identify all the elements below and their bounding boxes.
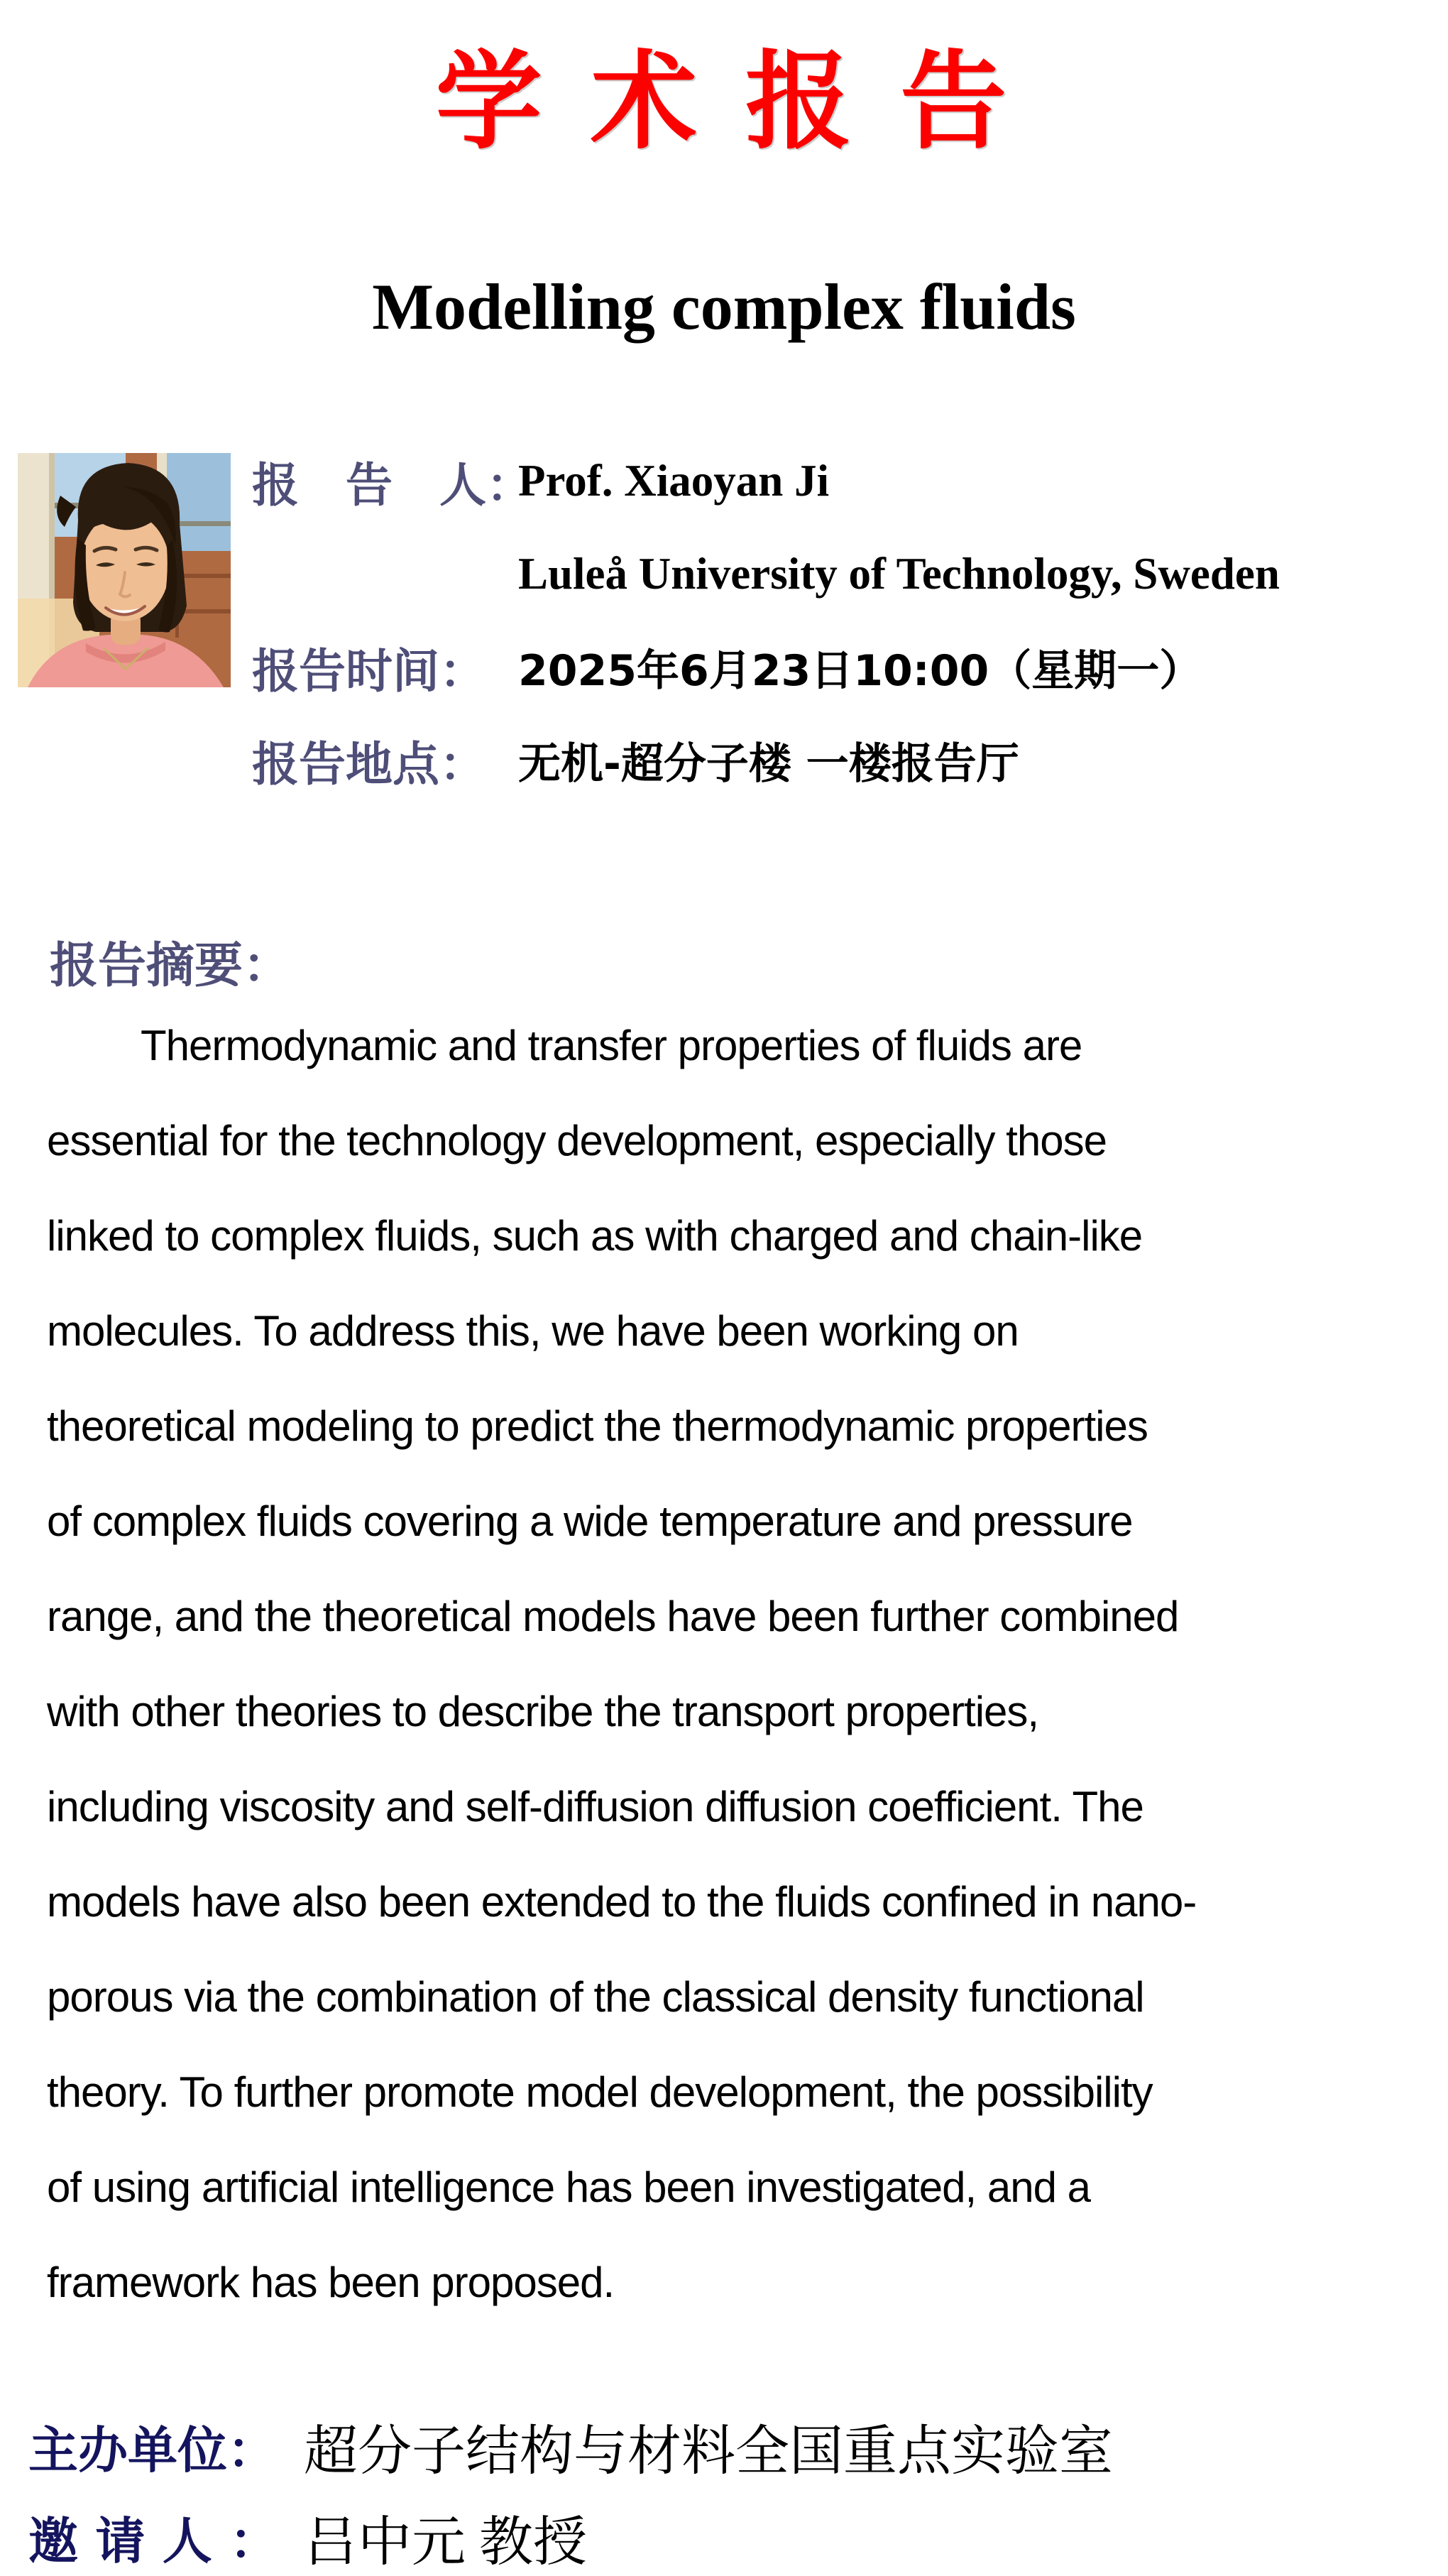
abstract-line: framework has been proposed. [47,2258,615,2306]
abstract-line: porous via the combination of the classical density functional [47,1972,1144,2021]
speaker-row [252,435,1430,528]
abstract-line: models have also been extended to the fluids confined in nano- [47,1877,1197,1926]
host-row [28,2401,1420,2492]
speaker-affiliation: Luleå University of Technology, Sweden [518,549,1280,599]
abstract-line: with other theories to describe the transport properties, [47,1687,1039,1735]
abstract-line: of complex fluids covering a wide temperature and pressure [47,1497,1133,1545]
page-title: 学 术 报 告 [435,40,1013,164]
abstract-line: theoretical modeling to predict the thermodynamic properties [47,1402,1148,1450]
speaker-name: Prof. Xiaoyan Ji [518,456,830,506]
location-row [252,714,1430,807]
speaker-label: 报 告 人： [252,458,533,513]
location-label: 报告地点： [252,737,486,792]
abstract-label: 报告摘要： [50,938,292,994]
abstract-line: linked to complex fluids, such as with charged and chain-like [47,1211,1143,1260]
abstract-line: of using artificial intelligence has been investigated, and a [47,2163,1090,2211]
abstract-line: including viscosity and self-diffusion diffusion coefficient. The [47,1782,1143,1830]
time-row [252,621,1430,714]
talk-title: Modelling complex fluids [372,271,1076,343]
time-label: 报告时间： [252,644,486,699]
host-value: 超分子结构与材料全国重点实验室 [304,2421,1113,2482]
abstract-line: molecules. To address this, we have been working on [47,1306,1019,1355]
host-label: 主办单位： [28,2421,277,2479]
speaker-photo-illustration [18,453,231,687]
abstract-line: Thermodynamic and transfer properties of fluids are [141,1021,1082,1069]
location-value: 无机-超分子楼 一楼报告厅 [518,738,1019,789]
time-value: 2025年6月23日10:00（星期一） [518,645,1202,696]
abstract-line: range, and the theoretical models have been further combined [47,1592,1179,1640]
abstract-line: theory. To further promote model development, the possibility [47,2068,1153,2116]
abstract-line: essential for the technology development, especially those [47,1116,1107,1164]
inviter-label: 邀 请 人 ： [28,2511,280,2570]
inviter-value: 吕中元 教授 [304,2512,587,2572]
footer-section [28,2401,1420,2576]
inviter-row [28,2492,1420,2576]
affiliation-row [252,528,1430,621]
info-section [252,435,1430,807]
speaker-photo [18,453,231,687]
abstract-body [47,998,1438,2330]
